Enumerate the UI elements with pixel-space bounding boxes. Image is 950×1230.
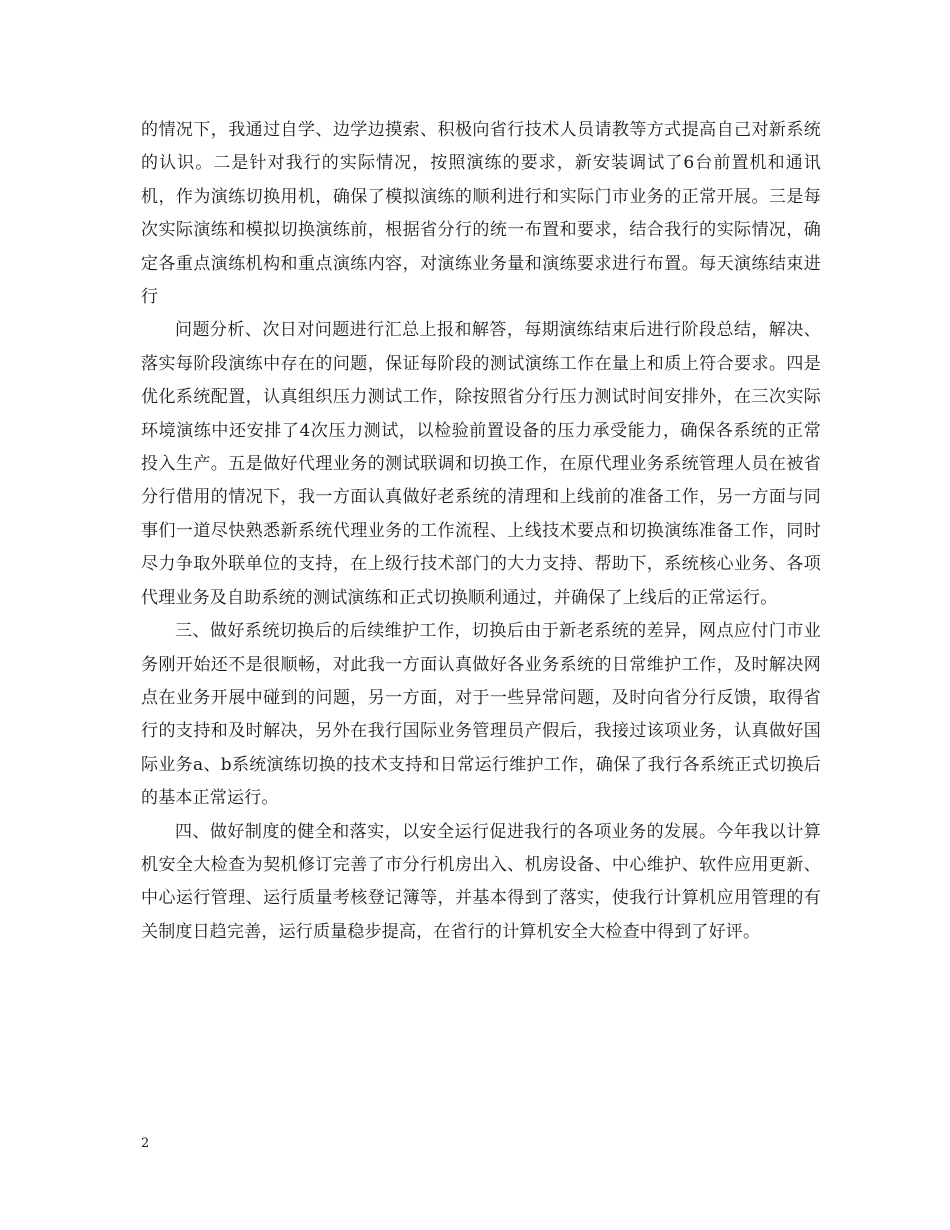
document-body: [141, 114, 821, 949]
paragraph-3: 三、做好系统切换后的后续维护工作，切换后由于新老系统的差异，网点应付门市业务刚开始还不是很顺畅，对此我一方面认真做好各业务系统的日常维护工作，及时解决网点在业务开展中碰到的问题，另一方面，对于一些异常问题，及时向省分行反馈，取得省行的支持和及时解决，另外在我行国际业务管理员产假后，我接过该项业务，认真做好国际业务a、b系统演练切换的技术支持和日常运行维护工作，确保了我行各系统正式切换后的基本正常运行。: [141, 621, 821, 809]
paragraph-4: 四、做好制度的健全和落实，以安全运行促进我行的各项业务的发展。今年我以计算机安全大检查为契机修订完善了市分行机房出入、机房设备、中心维护、软件应用更新、中心运行管理、运行质量考核登记簿等，并基本得到了落实，使我行计算机应用管理的有关制度日趋完善，运行质量稳步提高，在省行的计算机安全大检查中得到了好评。: [141, 821, 821, 942]
paragraph-1: 的情况下，我通过自学、边学边摸索、积极向省行技术人员请教等方式提高自己对新系统的认识。二是针对我行的实际情况，按照演练的要求，新安装调试了6台前置机和通讯机，作为演练切换用机，确保了模拟演练的顺利进行和实际门市业务的正常开展。三是每次实际演练和模拟切换演练前，根据省分行的统一布置和要求，结合我行的实际情况，确定各重点演练机构和重点演练内容，对演练业务量和演练要求进行布置。每天演练结束进行: [141, 120, 821, 308]
page-number: 2: [141, 1136, 150, 1151]
paragraph-2: 问题分析、次日对问题进行汇总上报和解答，每期演练结束后进行阶段总结，解决、落实每阶段演练中存在的问题，保证每阶段的测试演练工作在量上和质上符合要求。四是优化系统配置，认真组织压力测试工作，除按照省分行压力测试时间安排外，在三次实际环境演练中还安排了4次压力测试，以检验前置设备的压力承受能力，确保各系统的正常投入生产。五是做好代理业务的测试联调和切换工作，在原代理业务系统管理人员在被省分行借用的情况下，我一方面认真做好老系统的清理和上线前的准备工作，另一方面与同事们一道尽快熟悉新系统代理业务的工作流程、上线技术要点和切换演练准备工作，同时尽力争取外联单位的支持，在上级行技术部门的大力支持、帮助下，系统核心业务、各项代理业务及自助系统的测试演练和正式切换顺利通过，并确保了上线后的正常运行。: [141, 320, 821, 608]
